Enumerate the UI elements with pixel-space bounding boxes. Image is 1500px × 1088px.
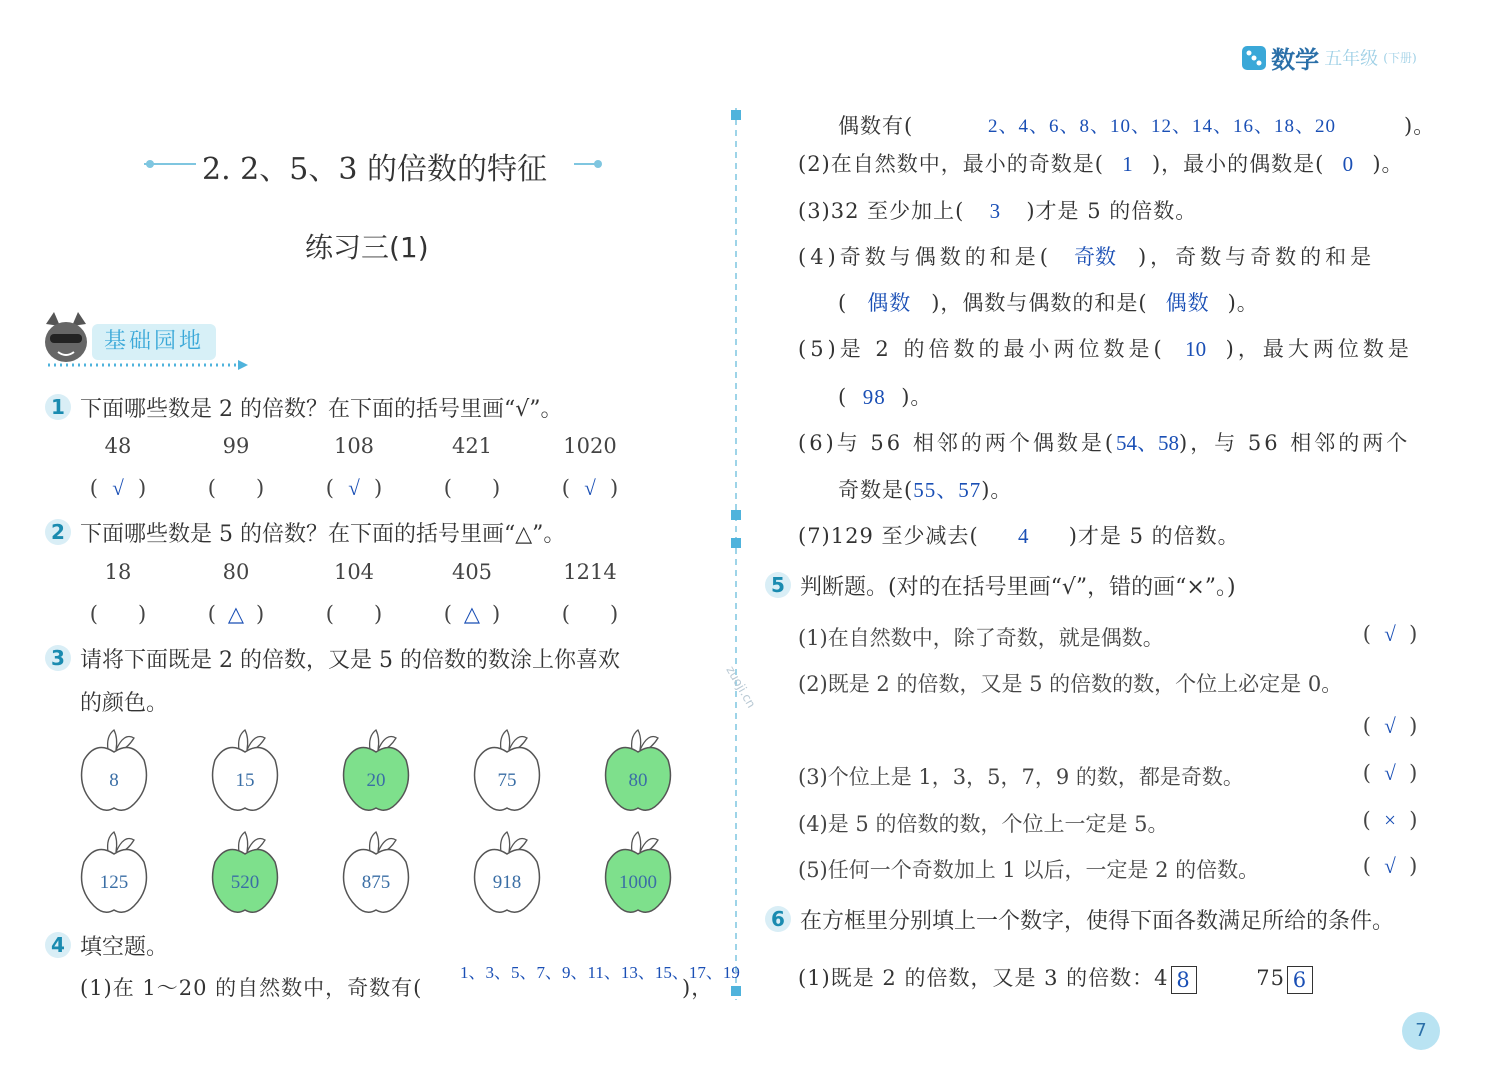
q4-6-text-a: (6)与 56 相邻的两个偶数是( — [798, 431, 1117, 455]
q4-5-ans2: 98 — [862, 385, 886, 409]
apple-520[interactable] — [209, 830, 285, 920]
apple-number: 15 — [235, 770, 255, 791]
q5-ans-1: √ — [1384, 622, 1396, 646]
q5-item-3: (3)个位上是 1，3，5，7，9 的数，都是奇数。 — [798, 765, 1244, 789]
q1-paren-4[interactable]: ( ) — [443, 476, 501, 500]
cat-mascot-icon — [42, 312, 90, 364]
apple-1000[interactable] — [602, 830, 678, 920]
section-title — [140, 142, 610, 186]
q4-5-ans1: 10 — [1185, 337, 1207, 361]
q4-5-text-c: ( — [838, 385, 848, 409]
apple-80[interactable] — [602, 728, 678, 818]
q6-number: 6 — [765, 906, 791, 932]
q4-7-text-b: )才是 5 的倍数。 — [1068, 524, 1240, 548]
q4-4-ans1: 奇数 — [1073, 245, 1116, 269]
q4-6-line2 — [838, 474, 1012, 504]
even-answer: 2、4、6、8、10、12、14、16、18、20 — [988, 116, 1337, 137]
q5-item-5: (5)任何一个奇数加上 1 以后，一定是 2 的倍数。 — [798, 858, 1260, 882]
q5-paren-3: ( √ ) — [1362, 761, 1418, 785]
q4-6-text-b: )，与 56 相邻的两个 — [1179, 431, 1411, 455]
q6-box-1[interactable]: 8 — [1171, 966, 1197, 994]
q1-number-4: 421 — [451, 434, 493, 458]
q4-7-text-a: (7)129 至少减去( — [798, 524, 979, 548]
q3-number: 3 — [45, 645, 71, 671]
q2-paren-1[interactable]: ( ) — [89, 602, 147, 626]
header-grade: 五年级 — [1324, 48, 1379, 70]
q2-number-2: 80 — [222, 560, 250, 584]
q4-5-text-a: (5)是 2 的倍数的最小两位数是( — [798, 337, 1166, 361]
q1-answer-3: √ — [348, 476, 360, 500]
title-deco-right — [570, 156, 610, 172]
q1-answer-5: √ — [584, 476, 596, 500]
q1-number-1: 48 — [104, 434, 132, 458]
q4-5-text-b: )，最大两位数是 — [1225, 337, 1413, 361]
q5-text: 判断题。(对的在括号里画“√”，错的画“×”。) — [800, 575, 1236, 600]
apple-number: 80 — [628, 770, 648, 791]
q5-ans-4: × — [1384, 808, 1396, 832]
page-number: 7 — [1402, 1012, 1440, 1050]
q4-sub1-prefix: (1)在 1～20 的自然数中，奇数有( — [80, 976, 423, 1000]
center-divider — [728, 108, 744, 1000]
q4-4-text-b: )，奇数与奇数的和是 — [1137, 245, 1376, 269]
q4-7-ans: 4 — [1017, 524, 1030, 548]
title-deco-left — [140, 156, 200, 172]
q1-number-2: 99 — [222, 434, 250, 458]
q4-2 — [798, 148, 1404, 178]
q4-text: 填空题。 — [80, 935, 169, 960]
q1-paren-5[interactable]: ( √ ) — [561, 476, 619, 500]
q5-item-1: (1)在自然数中，除了奇数，就是偶数。 — [798, 626, 1164, 650]
q5-item-4: (4)是 5 的倍数的数，个位上一定是 5。 — [798, 812, 1169, 836]
q6-num2: 75 — [1256, 966, 1285, 990]
section-badge — [42, 312, 252, 372]
even-line — [838, 110, 1438, 140]
q4-2-text-a: (2)在自然数中，最小的奇数是( — [798, 152, 1104, 176]
apple-number: 918 — [492, 872, 522, 893]
q1-paren-1[interactable]: ( √ ) — [89, 476, 147, 500]
q6-sub1 — [798, 962, 1313, 994]
apple-number: 8 — [109, 770, 119, 791]
q3-text-line1: 请将下面既是 2 的倍数，又是 5 的倍数的数涂上你喜欢 — [80, 648, 620, 673]
q4-4-line1 — [798, 241, 1375, 271]
q4-4-text-e: )。 — [1227, 291, 1259, 315]
q4-4-ans3: 偶数 — [1165, 291, 1210, 315]
q5-ans-2: √ — [1384, 714, 1396, 738]
q1-number-3: 108 — [333, 434, 375, 458]
apple-number: 20 — [366, 770, 386, 791]
q2-number-3: 104 — [333, 560, 375, 584]
q4-7 — [798, 520, 1240, 550]
dice-icon — [1242, 46, 1266, 70]
section-title-text: 2. 2、5、3 的倍数的特征 — [202, 152, 547, 187]
q1-number: 1 — [45, 394, 71, 420]
q4-4-text-c: ( — [838, 291, 848, 315]
apple-15[interactable] — [209, 728, 285, 818]
q4-3-ans: 3 — [989, 199, 1002, 223]
q1-text: 下面哪些数是 2 的倍数？在下面的括号里画“√”。 — [80, 397, 563, 422]
q4-2-ans1: 1 — [1122, 152, 1134, 176]
q4-5-line2 — [838, 381, 932, 411]
q4-5-text-d: )。 — [901, 385, 933, 409]
apple-875[interactable] — [340, 830, 416, 920]
q5-number: 5 — [765, 572, 791, 598]
q4-2-ans2: 0 — [1342, 152, 1355, 176]
q2-text: 下面哪些数是 5 的倍数？在下面的括号里画“△”。 — [80, 522, 566, 547]
q2-answer-4: △ — [463, 602, 481, 626]
even-prefix: 偶数有( — [838, 114, 914, 138]
q4-4-text-d: )，偶数与偶数的和是( — [931, 291, 1148, 315]
q2-answer-2: △ — [227, 602, 245, 626]
q1-number-5: 1020 — [563, 434, 617, 458]
q6-text: 在方框里分别填上一个数字，使得下面各数满足所给的条件。 — [800, 909, 1395, 934]
q1-paren-2[interactable]: ( ) — [207, 476, 265, 500]
badge-label: 基础园地 — [92, 324, 216, 360]
q2-number-1: 18 — [104, 560, 132, 584]
q5-paren-1: ( √ ) — [1362, 622, 1418, 646]
q4-6-text-d: )。 — [981, 478, 1013, 502]
q2-paren-4[interactable]: ( △ ) — [443, 602, 501, 626]
apple-number: 875 — [361, 872, 391, 893]
q6-box-2[interactable]: 6 — [1287, 966, 1313, 994]
q4-5-line1 — [798, 333, 1413, 363]
q1-answer-1: √ — [112, 476, 124, 500]
q5-ans-5: √ — [1384, 854, 1396, 878]
header-subject: 数学 — [1271, 46, 1320, 74]
q5-paren-2: ( √ ) — [1362, 714, 1418, 738]
q2-number: 2 — [45, 519, 71, 545]
header-logo — [1242, 40, 1417, 74]
q4-3 — [798, 195, 1197, 225]
q4-6-ans2: 55、57 — [913, 478, 982, 502]
q4-4-text-a: (4)奇数与偶数的和是( — [798, 245, 1052, 269]
q4-3-text-b: )才是 5 的倍数。 — [1026, 199, 1198, 223]
apple-125[interactable] — [78, 830, 154, 920]
apple-number: 1000 — [619, 872, 657, 893]
apple-number: 520 — [230, 872, 260, 893]
apple-number: 125 — [99, 872, 129, 893]
q2-number-4: 405 — [451, 560, 493, 584]
q5-paren-5: ( √ ) — [1362, 854, 1418, 878]
q4-3-text-a: (3)32 至少加上( — [798, 199, 965, 223]
watermark: zuoji.cn — [723, 663, 759, 711]
header-volume: (下册) — [1383, 51, 1417, 65]
q2-paren-2[interactable]: ( △ ) — [207, 602, 265, 626]
q2-paren-5[interactable]: ( ) — [561, 602, 619, 626]
q5-paren-4: ( × ) — [1362, 808, 1418, 832]
q3-text-line2: 的颜色。 — [80, 691, 169, 716]
apple-75[interactable] — [471, 728, 547, 818]
q5-item-2: (2)既是 2 的倍数，又是 5 的倍数的数，个位上必定是 0。 — [798, 672, 1343, 696]
badge-dotted-line — [46, 360, 252, 370]
q4-6-ans1: 54、58 — [1116, 431, 1180, 455]
q4-2-text-c: )。 — [1372, 152, 1404, 176]
q2-number-5: 1214 — [563, 560, 617, 584]
q4-sub1-suffix: )， — [682, 976, 714, 1000]
q4-4-ans2: 偶数 — [867, 291, 912, 315]
exercise-title: 练习三(1) — [305, 231, 429, 264]
q4-4-line2 — [838, 287, 1259, 317]
apple-number: 75 — [497, 770, 517, 791]
q1-paren-3[interactable]: ( √ ) — [325, 476, 383, 500]
q5-ans-3: √ — [1384, 761, 1396, 785]
q4-number: 4 — [45, 932, 71, 958]
apple-8[interactable] — [78, 728, 154, 818]
even-suffix: )。 — [1404, 114, 1436, 138]
q6-sub1-text: (1)既是 2 的倍数，又是 3 的倍数：4 — [798, 966, 1169, 990]
apple-20[interactable] — [340, 728, 416, 818]
apple-918[interactable] — [471, 830, 547, 920]
q4-6-line1 — [798, 427, 1410, 457]
q4-2-text-b: )，最小的偶数是( — [1151, 152, 1325, 176]
q4-6-text-c: 奇数是( — [838, 478, 914, 502]
q4-sub1-answer: 1、3、5、7、9、11、13、15、17、19 — [460, 963, 740, 982]
q2-paren-3[interactable]: ( ) — [325, 602, 383, 626]
